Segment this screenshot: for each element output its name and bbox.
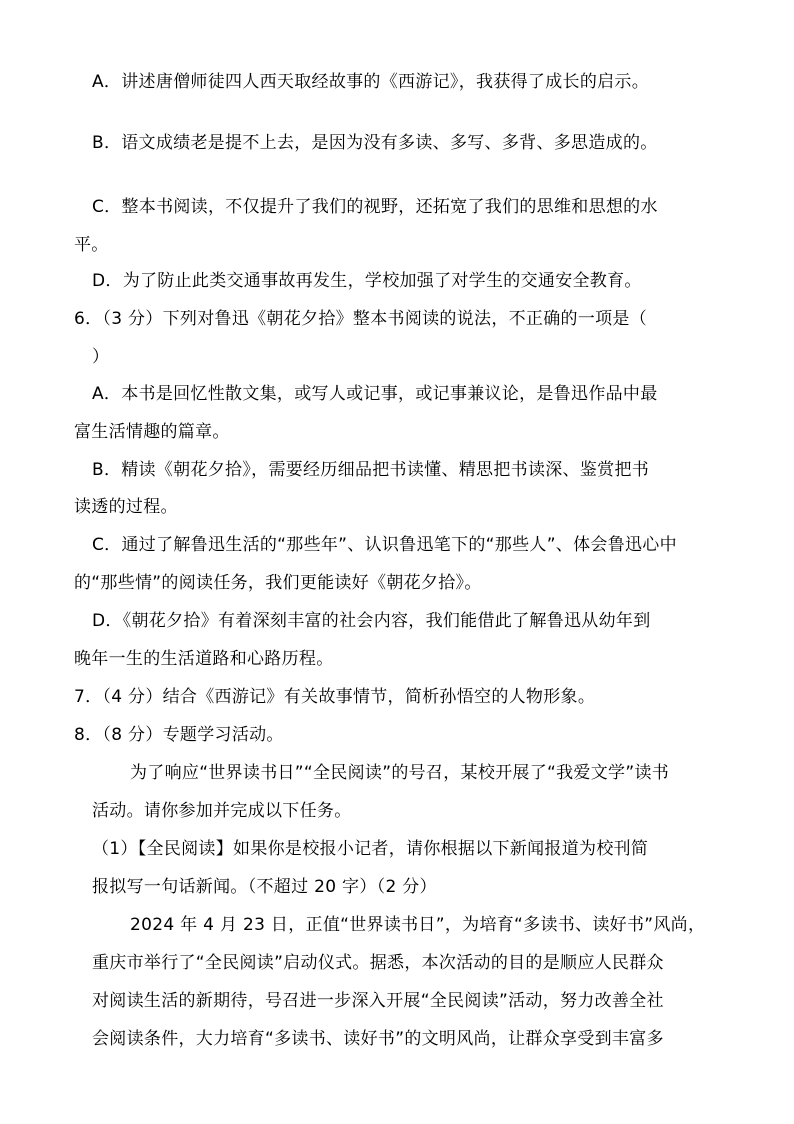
q8-intro-line2: 活动。请你参加并完成以下任务。 (92, 801, 352, 821)
q5-option-a: A．讲述唐僧师徒四人西天取经故事的《西游记》，我获得了成长的启示。 (92, 72, 650, 92)
q6-option-a-line1: A．本书是回忆性散文集，或写人或记事，或记事兼议论，是鲁迅作品中最 (92, 384, 658, 404)
q6-option-b-line2: 读透的过程。 (74, 497, 178, 517)
q6-option-c-line2: 的“那些情”的阅读任务，我们更能读好《朝花夕拾》。 (74, 573, 482, 593)
q8-news-line3: 对阅读生活的新期待，号召进一步深入开展“全民阅读”活动，努力改善全社 (92, 991, 664, 1011)
q8-news-line2: 重庆市举行了“全民阅读”启动仪式。据悉，本次活动的目的是顺应人民群众 (92, 953, 664, 973)
q6-option-a-line2: 富生活情趣的篇章。 (74, 422, 230, 442)
q6-option-b-line1: B．精读《朝花夕拾》，需要经历细品把书读懂、精思把书读深、鉴赏把书 (92, 460, 650, 480)
q8-stem: 8．（8 分）专题学习活动。 (74, 725, 284, 745)
q6-stem-line2: ） (92, 347, 110, 367)
q8-task1-line1: （1）【全民阅读】如果你是校报小记者，请你根据以下新闻报道为校刊简 (92, 839, 649, 859)
q7-stem: 7．（4 分）结合《西游记》有关故事情节，简析孙悟空的人物形象。 (74, 687, 596, 707)
q6-option-d-line1: D．《朝花夕拾》有着深刻丰富的社会内容，我们能借此了解鲁迅从幼年到 (92, 611, 651, 631)
q6-stem-line1: 6．（3 分）下列对鲁迅《朝花夕拾》整本书阅读的说法，不正确的一项是（ (74, 309, 648, 329)
q5-option-c-line1: C．整本书阅读，不仅提升了我们的视野，还拓宽了我们的思维和思想的水 (92, 197, 658, 217)
q8-task1-line2: 报拟写一句话新闻。（不超过 20 字）（2 分） (92, 877, 437, 897)
q6-option-d-line2: 晚年一生的生活道路和心路历程。 (74, 649, 334, 669)
q8-news-line1: 2024 年 4 月 23 日，正值“世界读书日”，为培育“多读书、读好书”风尚， (130, 915, 706, 935)
q5-option-c-line2: 平。 (74, 235, 109, 255)
q5-option-b: B．语文成绩老是提不上去，是因为没有多读、多写、多背、多思造成的。 (92, 133, 658, 153)
q8-news-line4: 会阅读条件，大力培育“多读书、读好书”的文明风尚，让群众享受到丰富多 (92, 1029, 664, 1049)
q8-intro-line1: 为了响应“世界读书日”“全民阅读”的号召，某校开展了“我爱文学”读书 (130, 763, 670, 783)
q5-option-d: D．为了防止此类交通事故再发生，学校加强了对学生的交通安全教育。 (92, 271, 642, 291)
q6-option-c-line1: C．通过了解鲁迅生活的“那些年”、认识鲁迅笔下的“那些人”、体会鲁迅心中 (92, 535, 677, 555)
